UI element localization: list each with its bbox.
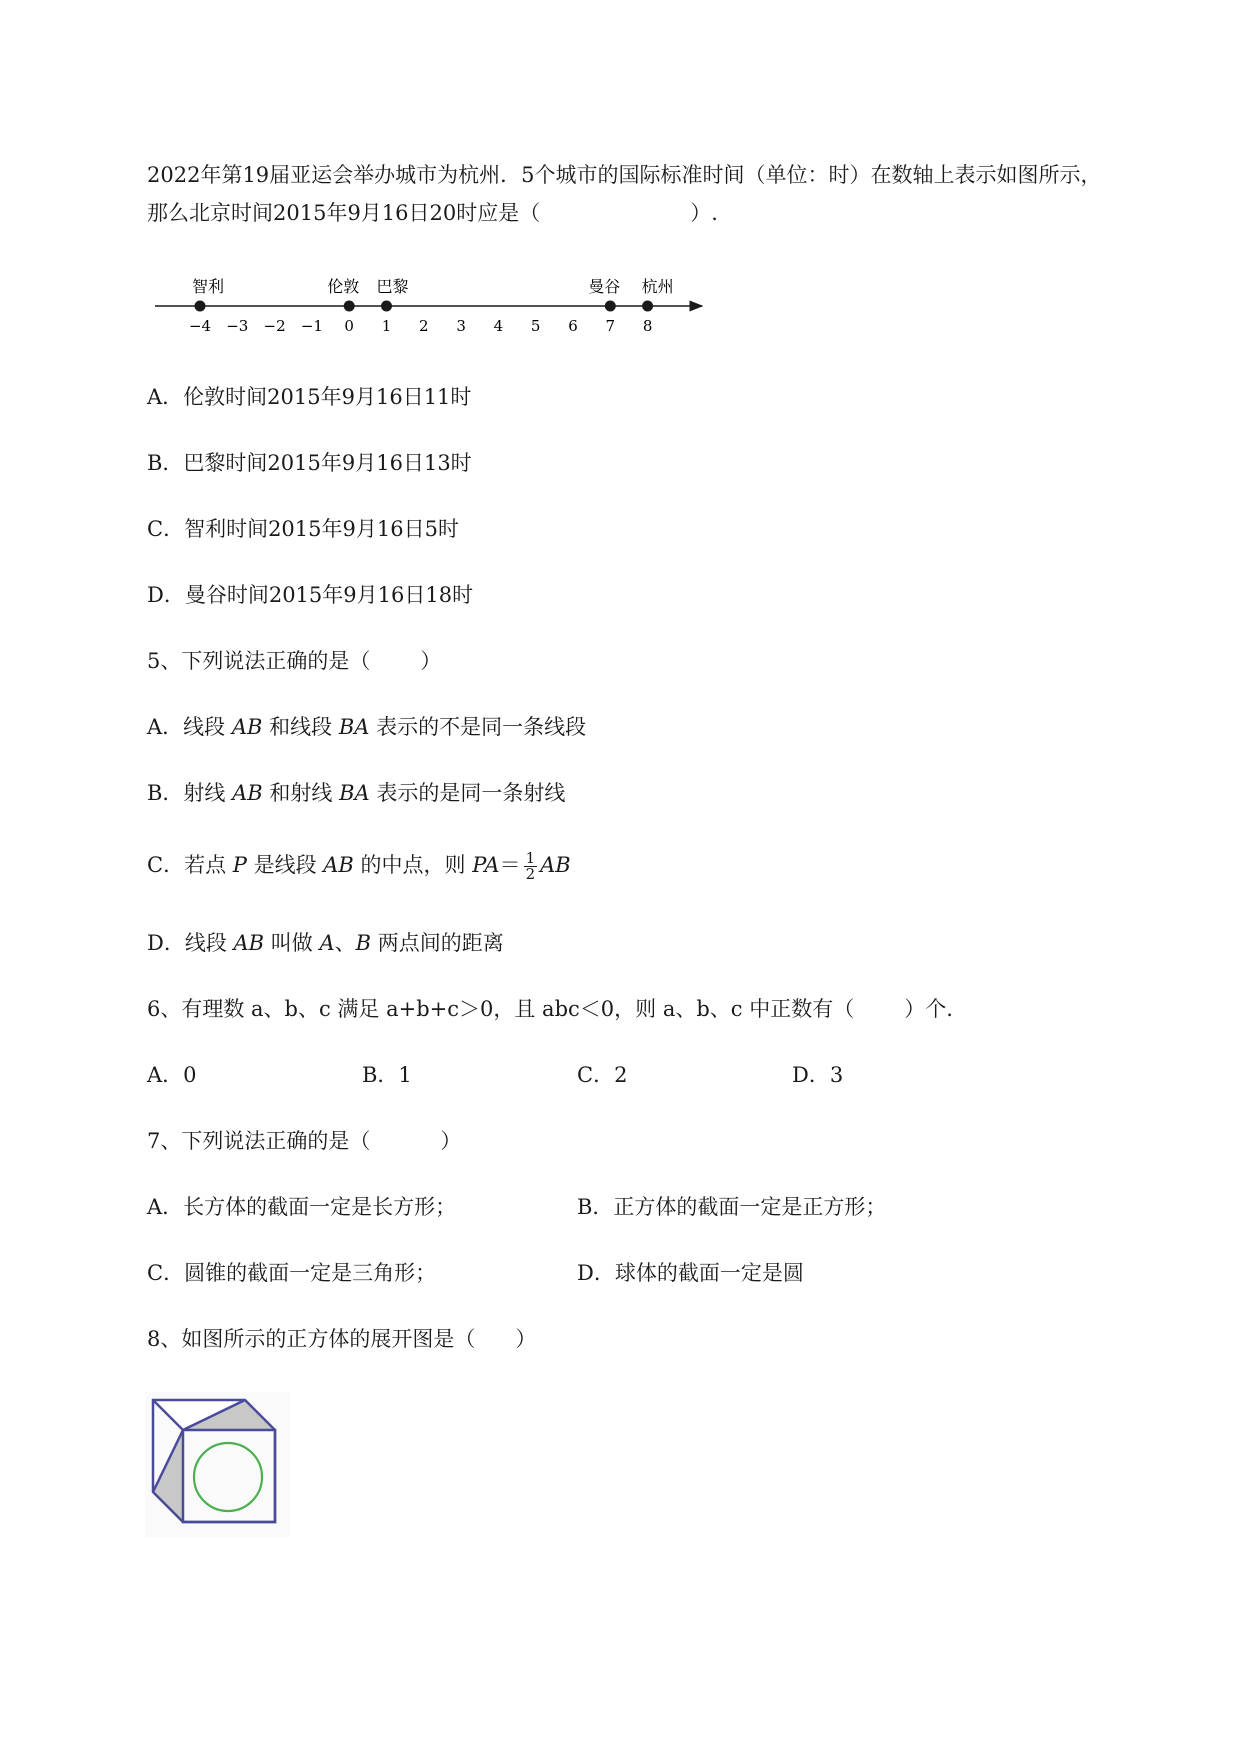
question-6-stem [147,994,953,1024]
city-dot [381,301,392,312]
q5c-text-2: 是线段 [246,853,324,877]
tick-label: −4 [188,317,212,335]
city-dot [195,301,206,312]
q5d-text-2: 叫做 [264,931,320,955]
q7-stem-pre: 7、下列说法正确的是（ [147,1129,371,1153]
q7-option-c[interactable]: C．圆锥的截面一定是三角形； [147,1261,437,1285]
q8-stem-pre: 8、如图所示的正方体的展开图是（ [147,1327,476,1351]
q5-option-a[interactable] [147,712,586,742]
city-dot [642,301,653,312]
city-label: 智利 [191,277,225,296]
q5d-var-1: AB [233,931,265,955]
q5d-text-1: D．线段 [147,931,234,955]
q5c-equals: ＝ [499,853,521,877]
q5a-var-1: AB [231,715,263,739]
q6-option-d[interactable]: D．3 [792,1063,844,1087]
tick-label: 5 [530,317,541,335]
q5a-var-2: BA [338,715,370,739]
q5c-var-1: P [232,853,247,877]
q4-line2-pre: 那么北京时间2015年9月16日20时应是（ [147,201,541,225]
q5d-text-3: 、 [334,931,356,955]
tick-label: 7 [605,317,616,335]
q5-stem-post: ） [420,649,442,673]
q4-line1: 2022年第19届亚运会举办城市为杭州．5个城市的国际标准时间（单位：时）在数轴上表示如图所示， [147,163,1102,187]
q5c-var-4: AB [540,853,571,877]
q7-option-a[interactable]: A．长方体的截面一定是长方形； [147,1195,457,1219]
city-dot [605,301,616,312]
q5b-text-3: 表示的是同一条射线 [369,781,566,805]
q5-option-b[interactable] [147,778,565,808]
tick-label: 1 [381,317,392,335]
q5c-text-3: 的中点，则 [353,853,473,877]
q5c-text-1: C．若点 [147,853,233,877]
q5-stem-pre: 5、下列说法正确的是（ [147,649,371,673]
q4-option-b[interactable]: B．巴黎时间2015年9月16日13时 [147,451,472,475]
q5-option-d[interactable] [147,928,504,958]
q5c-var-2: AB [323,853,354,877]
tick-label: −3 [226,317,249,335]
city-label: 巴黎 [376,277,409,296]
q4-option-a[interactable]: A．伦敦时间2015年9月16日11时 [147,385,472,409]
q6-option-a[interactable]: A．0 [147,1063,197,1087]
q6-option-c[interactable]: C．2 [577,1063,628,1087]
city-dot [344,301,355,312]
q7-stem-post: ） [440,1129,462,1153]
q6-stem-post: ）个. [904,997,953,1021]
question-7-stem [147,1126,461,1156]
fraction-denominator: 2 [525,865,536,883]
fraction-one-half [524,851,538,882]
q5b-text-1: B．射线 [147,781,233,805]
tick-label: −2 [263,317,286,335]
q5d-var-3: B [355,931,372,955]
tick-group [189,317,652,335]
question-4-stem [147,156,1187,232]
q5b-text-2: 和射线 [262,781,340,805]
q5d-var-2: A [319,931,335,955]
q8-stem-post: ） [515,1327,537,1351]
q5b-var-2: BA [339,781,370,805]
q5b-var-1: AB [232,781,263,805]
q6-stem-pre: 6、有理数 a、b、c 满足 a+b+c＞0，且 abc＜0，则 a、b、c 中正数有（ [147,997,855,1021]
cube-figure [145,1392,290,1537]
city-label: 杭州 [641,277,674,296]
question-5-stem [147,646,441,676]
q5a-text-2: 和线段 [262,715,339,739]
q5c-var-3: PA [472,853,500,877]
question-8-stem [147,1324,536,1354]
tick-label: 3 [456,317,466,335]
q5-option-c[interactable] [147,850,571,882]
number-line-figure [150,265,710,345]
q4-line2-post: ）. [690,201,718,225]
tick-label: 4 [493,317,504,335]
q4-option-d[interactable]: D．曼谷时间2015年9月16日18时 [147,583,474,607]
q5a-text-3: 表示的不是同一条线段 [369,715,587,739]
q7-option-b[interactable]: B．正方体的截面一定是正方形； [577,1195,887,1219]
tick-label: −1 [300,317,323,335]
q6-option-b[interactable]: B．1 [362,1063,412,1087]
city-label: 伦敦 [327,277,360,296]
tick-label: 2 [419,317,429,335]
tick-label: 0 [344,317,354,335]
q7-option-d[interactable]: D．球体的截面一定是圆 [577,1261,804,1285]
tick-label: 6 [568,317,578,335]
q5a-text-1: A．线段 [147,715,232,739]
city-label: 曼谷 [588,277,621,296]
fraction-numerator: 1 [525,849,536,867]
q4-option-c[interactable]: C．智利时间2015年9月16日5时 [147,517,459,541]
tick-label: 8 [642,317,653,335]
q5d-text-4: 两点间的距离 [371,931,504,955]
